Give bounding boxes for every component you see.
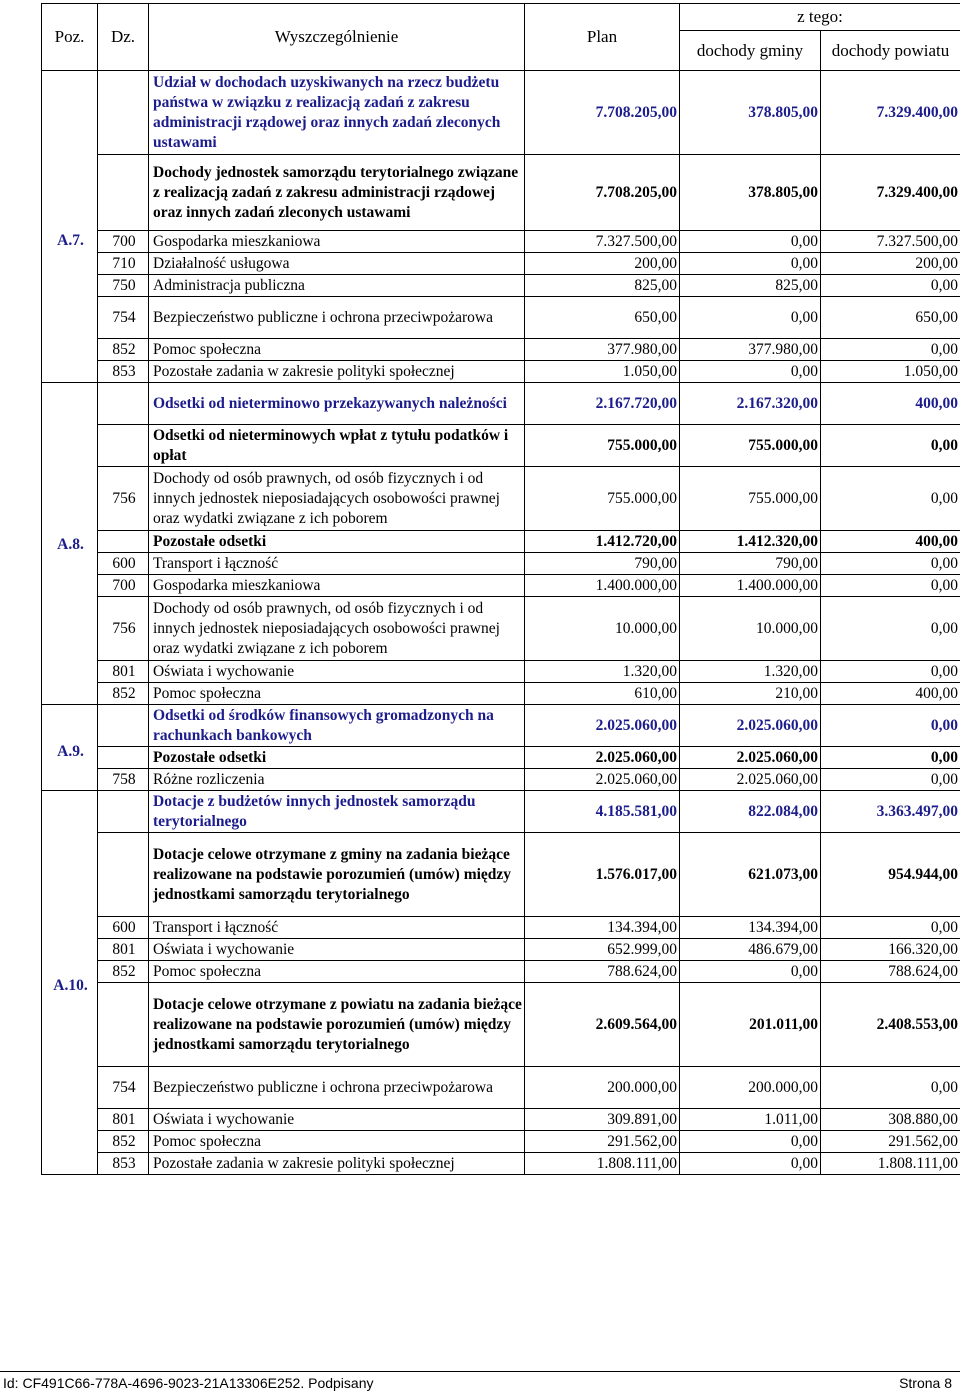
powiat-value: 400,00	[821, 683, 960, 705]
description: Gospodarka mieszkaniowa	[149, 231, 525, 253]
powiat-value: 0,00	[821, 339, 960, 361]
plan-value: 790,00	[525, 553, 680, 575]
plan-value: 309.891,00	[525, 1109, 680, 1131]
description: Działalność usługowa	[149, 253, 525, 275]
description: Administracja publiczna	[149, 275, 525, 297]
table-row	[42, 231, 960, 253]
description: Pomoc społeczna	[149, 683, 525, 705]
powiat-value: 0,00	[821, 1067, 960, 1109]
table-row	[42, 833, 960, 917]
powiat-value: 400,00	[821, 383, 960, 425]
division-code: 756	[98, 467, 149, 531]
division-code	[98, 71, 149, 155]
description: Odsetki od nieterminowo przekazywanych należności	[149, 383, 525, 425]
table-row	[42, 1131, 960, 1153]
powiat-value: 0,00	[821, 553, 960, 575]
description: Pomoc społeczna	[149, 339, 525, 361]
powiat-value: 0,00	[821, 575, 960, 597]
powiat-value: 954.944,00	[821, 833, 960, 917]
table-row	[42, 531, 960, 553]
division-code: 600	[98, 917, 149, 939]
powiat-value: 400,00	[821, 531, 960, 553]
powiat-value: 0,00	[821, 917, 960, 939]
division-code	[98, 531, 149, 553]
division-code: 758	[98, 769, 149, 791]
table-row	[42, 339, 960, 361]
table-row	[42, 705, 960, 747]
header-dochody-powiatu: dochody powiatu	[821, 31, 960, 71]
division-code: 852	[98, 1131, 149, 1153]
division-code	[98, 833, 149, 917]
gmina-value: 0,00	[680, 297, 821, 339]
position-number: A.7.	[42, 71, 98, 383]
division-code	[98, 383, 149, 425]
division-code	[98, 705, 149, 747]
powiat-value: 291.562,00	[821, 1131, 960, 1153]
header-dochody-gminy: dochody gminy	[680, 31, 821, 71]
table-row	[42, 1109, 960, 1131]
gmina-value: 0,00	[680, 961, 821, 983]
gmina-value: 134.394,00	[680, 917, 821, 939]
division-code	[98, 155, 149, 231]
gmina-value: 1.011,00	[680, 1109, 821, 1131]
powiat-value: 7.329.400,00	[821, 71, 960, 155]
division-code: 600	[98, 553, 149, 575]
table-row	[42, 597, 960, 661]
table-row	[42, 939, 960, 961]
page-footer	[0, 1371, 960, 1394]
table-row	[42, 425, 960, 467]
plan-value: 7.708.205,00	[525, 71, 680, 155]
gmina-value: 621.073,00	[680, 833, 821, 917]
division-code: 750	[98, 275, 149, 297]
division-code: 700	[98, 575, 149, 597]
table-row	[42, 253, 960, 275]
gmina-value: 0,00	[680, 361, 821, 383]
division-code: 801	[98, 661, 149, 683]
powiat-value: 0,00	[821, 747, 960, 769]
powiat-value: 0,00	[821, 661, 960, 683]
gmina-value: 378.805,00	[680, 71, 821, 155]
plan-value: 200,00	[525, 253, 680, 275]
description: Bezpieczeństwo publiczne i ochrona przeciwpożarowa	[149, 297, 525, 339]
document-id: Id: CF491C66-778A-4696-9023-21A13306E252. Podpisany	[3, 1372, 374, 1394]
plan-value: 2.025.060,00	[525, 747, 680, 769]
division-code: 710	[98, 253, 149, 275]
plan-value: 1.412.720,00	[525, 531, 680, 553]
table-row	[42, 983, 960, 1067]
position-number: A.8.	[42, 383, 98, 705]
description: Udział w dochodach uzyskiwanych na rzecz budżetu państwa w związku z realizacją zadań z zakresu administracji rządowej oraz innych zadań zleconych ustawami	[149, 71, 525, 155]
powiat-value: 0,00	[821, 769, 960, 791]
table-row	[42, 683, 960, 705]
gmina-value: 825,00	[680, 275, 821, 297]
division-code	[98, 983, 149, 1067]
table-row	[42, 961, 960, 983]
table-row	[42, 791, 960, 833]
gmina-value: 755.000,00	[680, 467, 821, 531]
header-wyszczegolnienie: Wyszczególnienie	[149, 4, 525, 71]
plan-value: 2.025.060,00	[525, 769, 680, 791]
powiat-value: 0,00	[821, 275, 960, 297]
table-row	[42, 575, 960, 597]
description: Pomoc społeczna	[149, 961, 525, 983]
description: Dotacje z budżetów innych jednostek samorządu terytorialnego	[149, 791, 525, 833]
description: Oświata i wychowanie	[149, 1109, 525, 1131]
table-row	[42, 297, 960, 339]
powiat-value: 0,00	[821, 467, 960, 531]
plan-value: 1.576.017,00	[525, 833, 680, 917]
gmina-value: 486.679,00	[680, 939, 821, 961]
division-code	[98, 747, 149, 769]
powiat-value: 0,00	[821, 705, 960, 747]
page-number: Strona 8	[899, 1372, 952, 1394]
powiat-value: 3.363.497,00	[821, 791, 960, 833]
powiat-value: 308.880,00	[821, 1109, 960, 1131]
description: Dochody od osób prawnych, od osób fizycznych i od innych jednostek nieposiadających osobowości prawnej oraz wydatki związane z ich poborem	[149, 467, 525, 531]
plan-value: 755.000,00	[525, 467, 680, 531]
division-code: 801	[98, 939, 149, 961]
gmina-value: 1.400.000,00	[680, 575, 821, 597]
division-code: 754	[98, 1067, 149, 1109]
plan-value: 134.394,00	[525, 917, 680, 939]
plan-value: 1.400.000,00	[525, 575, 680, 597]
plan-value: 2.609.564,00	[525, 983, 680, 1067]
division-code: 852	[98, 961, 149, 983]
gmina-value: 790,00	[680, 553, 821, 575]
powiat-value: 200,00	[821, 253, 960, 275]
description: Pozostałe odsetki	[149, 531, 525, 553]
description: Dotacje celowe otrzymane z powiatu na zadania bieżące realizowane na podstawie porozumień (umów) między jednostkami samorządu terytorialnego	[149, 983, 525, 1067]
gmina-value: 210,00	[680, 683, 821, 705]
gmina-value: 0,00	[680, 231, 821, 253]
gmina-value: 378.805,00	[680, 155, 821, 231]
division-code: 853	[98, 361, 149, 383]
table-row	[42, 361, 960, 383]
gmina-value: 0,00	[680, 1131, 821, 1153]
plan-value: 377.980,00	[525, 339, 680, 361]
table-row	[42, 383, 960, 425]
powiat-value: 7.329.400,00	[821, 155, 960, 231]
table-row	[42, 71, 960, 155]
powiat-value: 1.808.111,00	[821, 1153, 960, 1175]
plan-value: 7.708.205,00	[525, 155, 680, 231]
division-code: 852	[98, 339, 149, 361]
table-row	[42, 661, 960, 683]
table-row	[42, 467, 960, 531]
division-code: 853	[98, 1153, 149, 1175]
gmina-value: 2.025.060,00	[680, 705, 821, 747]
plan-value: 7.327.500,00	[525, 231, 680, 253]
budget-table	[41, 3, 960, 1175]
description: Pozostałe zadania w zakresie polityki społecznej	[149, 361, 525, 383]
powiat-value: 788.624,00	[821, 961, 960, 983]
gmina-value: 10.000,00	[680, 597, 821, 661]
plan-value: 291.562,00	[525, 1131, 680, 1153]
division-code: 801	[98, 1109, 149, 1131]
description: Transport i łączność	[149, 917, 525, 939]
division-code: 756	[98, 597, 149, 661]
division-code: 852	[98, 683, 149, 705]
description: Pozostałe zadania w zakresie polityki społecznej	[149, 1153, 525, 1175]
description: Transport i łączność	[149, 553, 525, 575]
table-row	[42, 917, 960, 939]
powiat-value: 2.408.553,00	[821, 983, 960, 1067]
table-row	[42, 769, 960, 791]
plan-value: 2.025.060,00	[525, 705, 680, 747]
table-row	[42, 1067, 960, 1109]
plan-value: 652.999,00	[525, 939, 680, 961]
plan-value: 1.320,00	[525, 661, 680, 683]
description: Odsetki od środków finansowych gromadzonych na rachunkach bankowych	[149, 705, 525, 747]
plan-value: 610,00	[525, 683, 680, 705]
gmina-value: 377.980,00	[680, 339, 821, 361]
description: Dochody jednostek samorządu terytorialnego związane z realizacją zadań z zakresu administracji rządowej oraz innych zadań zleconych ustawami	[149, 155, 525, 231]
position-number: A.9.	[42, 705, 98, 791]
powiat-value: 166.320,00	[821, 939, 960, 961]
plan-value: 4.185.581,00	[525, 791, 680, 833]
plan-value: 788.624,00	[525, 961, 680, 983]
table-row	[42, 553, 960, 575]
description: Oświata i wychowanie	[149, 661, 525, 683]
plan-value: 200.000,00	[525, 1067, 680, 1109]
description: Pozostałe odsetki	[149, 747, 525, 769]
gmina-value: 755.000,00	[680, 425, 821, 467]
division-code: 754	[98, 297, 149, 339]
gmina-value: 2.025.060,00	[680, 769, 821, 791]
plan-value: 825,00	[525, 275, 680, 297]
table-row	[42, 747, 960, 769]
gmina-value: 200.000,00	[680, 1067, 821, 1109]
header-dz: Dz.	[98, 4, 149, 71]
plan-value: 10.000,00	[525, 597, 680, 661]
powiat-value: 1.050,00	[821, 361, 960, 383]
description: Różne rozliczenia	[149, 769, 525, 791]
description: Oświata i wychowanie	[149, 939, 525, 961]
table-row	[42, 275, 960, 297]
gmina-value: 201.011,00	[680, 983, 821, 1067]
division-code: 700	[98, 231, 149, 253]
plan-value: 650,00	[525, 297, 680, 339]
description: Gospodarka mieszkaniowa	[149, 575, 525, 597]
header-poz: Poz.	[42, 4, 98, 71]
gmina-value: 2.025.060,00	[680, 747, 821, 769]
position-number: A.10.	[42, 791, 98, 1175]
plan-value: 1.050,00	[525, 361, 680, 383]
gmina-value: 0,00	[680, 253, 821, 275]
gmina-value: 2.167.320,00	[680, 383, 821, 425]
division-code	[98, 425, 149, 467]
powiat-value: 0,00	[821, 597, 960, 661]
gmina-value: 0,00	[680, 1153, 821, 1175]
plan-value: 1.808.111,00	[525, 1153, 680, 1175]
description: Odsetki od nieterminowych wpłat z tytułu podatków i opłat	[149, 425, 525, 467]
header-plan: Plan	[525, 4, 680, 71]
table-row	[42, 155, 960, 231]
description: Dochody od osób prawnych, od osób fizycznych i od innych jednostek nieposiadających osobowości prawnej oraz wydatki związane z ich poborem	[149, 597, 525, 661]
powiat-value: 650,00	[821, 297, 960, 339]
plan-value: 2.167.720,00	[525, 383, 680, 425]
description: Pomoc społeczna	[149, 1131, 525, 1153]
gmina-value: 1.320,00	[680, 661, 821, 683]
description: Bezpieczeństwo publiczne i ochrona przeciwpożarowa	[149, 1067, 525, 1109]
table-row	[42, 1153, 960, 1175]
powiat-value: 0,00	[821, 425, 960, 467]
plan-value: 755.000,00	[525, 425, 680, 467]
gmina-value: 1.412.320,00	[680, 531, 821, 553]
division-code	[98, 791, 149, 833]
powiat-value: 7.327.500,00	[821, 231, 960, 253]
header-z-tego: z tego:	[680, 4, 960, 31]
gmina-value: 822.084,00	[680, 791, 821, 833]
description: Dotacje celowe otrzymane z gminy na zadania bieżące realizowane na podstawie porozumień (umów) między jednostkami samorządu terytorialnego	[149, 833, 525, 917]
